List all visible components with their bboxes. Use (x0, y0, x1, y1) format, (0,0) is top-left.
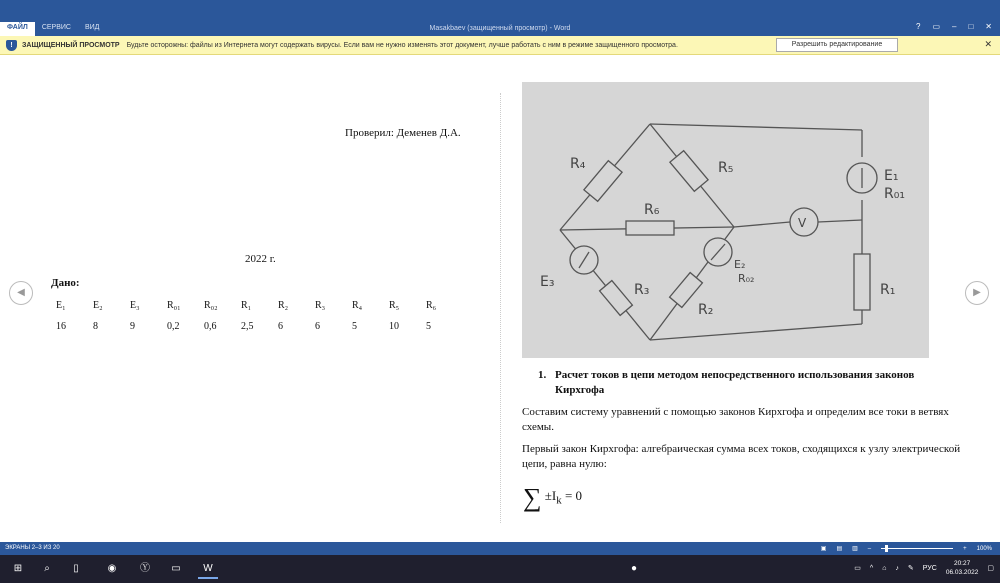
resistor-r5 (670, 151, 708, 192)
clock-date: 06.03.2022 (945, 569, 979, 576)
label-r1: R₁ (880, 282, 896, 298)
print-layout-icon[interactable]: ▤ (836, 546, 843, 552)
param-header: R₅ (389, 300, 400, 311)
status-bar (0, 542, 1000, 555)
ribbon-display-button[interactable]: ▭ (932, 22, 940, 31)
label-r3: R₃ (634, 282, 650, 298)
notifications-icon[interactable]: ▢ (987, 565, 994, 572)
maximize-button[interactable]: □ (968, 22, 974, 31)
param-value: 10 (389, 321, 399, 332)
task-view-icon[interactable]: ▯ (73, 563, 79, 574)
zoom-controls (821, 545, 992, 552)
formula-subscript: k (556, 494, 562, 507)
zoom-out-button[interactable]: – (867, 545, 872, 552)
label-e2: E₂ (734, 258, 746, 271)
section-heading (538, 368, 933, 398)
resistor-r4 (584, 161, 622, 202)
resistor-r6 (626, 221, 674, 235)
volume-icon[interactable]: ♪ (895, 564, 899, 572)
shield-icon: ! (6, 40, 17, 51)
alice-icon[interactable]: ● (630, 563, 638, 574)
heading-number: 1. (538, 369, 547, 381)
wire-bottom (650, 324, 862, 340)
word-icon[interactable]: W (198, 559, 218, 579)
close-icon[interactable]: ✕ (984, 39, 992, 49)
zoom-level[interactable]: 100% (976, 545, 992, 552)
param-header: E₂ (93, 300, 103, 311)
tab-view[interactable]: ВИД (84, 24, 100, 31)
clock-time: 20:27 (953, 560, 971, 567)
heading-text: Расчет токов в цепи методом непосредственного использования законов Кирхгофа (555, 369, 915, 396)
resistor-r1 (854, 254, 870, 310)
param-header: R₆ (426, 300, 437, 311)
tab-file[interactable]: ФАЙЛ (0, 22, 35, 36)
label-r2: R₂ (698, 302, 714, 318)
system-tray (854, 559, 994, 577)
label-r6: R₆ (644, 202, 660, 218)
label-e3: E₃ (540, 274, 555, 290)
year-text: 2022 г. (245, 253, 276, 265)
zoom-slider-knob[interactable] (885, 545, 888, 552)
resistor-r3 (600, 281, 633, 316)
language-indicator[interactable]: РУС (922, 564, 937, 572)
web-layout-icon[interactable]: ▥ (852, 546, 858, 552)
paragraph-1: Составим систему уравнений с помощью законов Кирхгофа и определим все токи в ветвях схемы. (522, 406, 949, 433)
label-voltmeter: V (798, 216, 807, 230)
next-page-button[interactable]: ▶ (965, 281, 989, 305)
sum-symbol: ∑ (523, 483, 542, 512)
param-header: R₃ (315, 300, 326, 311)
close-button[interactable]: ✕ (985, 22, 992, 31)
enable-editing-button[interactable]: Разрешить редактирование (776, 38, 898, 52)
search-icon[interactable]: ⌕ (44, 563, 50, 574)
protected-view-message: Будьте осторожны: файлы из Интернета могут содержать вирусы. Если вам не нужно изменять этот документ, лучше работать с ним в режиме защищенного просмотра. (126, 41, 678, 49)
previous-page-button[interactable]: ◀ (9, 281, 33, 305)
clock[interactable] (946, 559, 979, 577)
file-explorer-icon[interactable]: ▭ (171, 563, 181, 574)
param-value: 16 (56, 321, 66, 332)
formula-rhs: = 0 (564, 488, 583, 503)
param-value: 8 (93, 321, 98, 332)
zoom-slider[interactable] (881, 548, 953, 549)
page-count: ЭКРАНЫ 2–3 ИЗ 20 (5, 545, 60, 551)
taskbar (0, 555, 1000, 583)
tray-apps-icon[interactable]: ▭ (854, 565, 861, 572)
edge-icon[interactable]: ◉ (107, 563, 117, 574)
param-value: 6 (278, 321, 283, 332)
label-e1: E₁ (884, 168, 899, 184)
param-header: R₄ (352, 300, 363, 311)
param-value: 9 (130, 321, 135, 332)
paragraph-2: Первый закон Кирхгофа: алгебраическая сумма всех токов, сходящихся к узлу электрической цепи, равна нулю: (522, 443, 961, 470)
protected-view-label: ЗАЩИЩЕННЫЙ ПРОСМОТР (22, 41, 120, 49)
start-icon[interactable]: ⊞ (13, 563, 23, 574)
label-r4: R₄ (570, 156, 586, 172)
param-header: E₁ (56, 300, 66, 311)
page-divider (500, 93, 501, 523)
checked-by-text: Проверил: Деменев Д.А. (345, 127, 461, 139)
label-r02: R₀₂ (738, 272, 755, 285)
tray-expand-icon[interactable]: ^ (869, 564, 874, 572)
params-header-row (48, 295, 455, 316)
protected-view-bar (0, 36, 1000, 55)
label-r5: R₅ (718, 160, 734, 176)
param-header: R₂ (278, 300, 289, 311)
param-value: 0,2 (167, 321, 180, 332)
window-controls (916, 22, 992, 31)
params-value-row (48, 316, 455, 337)
pen-icon[interactable]: ✎ (907, 565, 914, 572)
network-icon[interactable]: ⌂ (882, 564, 887, 572)
param-header: R₁ (241, 300, 252, 311)
document-view (0, 55, 1000, 542)
help-button[interactable]: ? (915, 22, 921, 31)
wire-voltmeter-right (818, 220, 862, 222)
formula-term: ±I (544, 488, 557, 503)
wire-top (650, 124, 862, 130)
read-mode-icon[interactable]: ▣ (820, 546, 827, 552)
param-header: E₃ (130, 300, 140, 311)
parameters-table (48, 295, 455, 337)
param-value: 5 (426, 321, 431, 332)
param-value: 6 (315, 321, 320, 332)
param-header: R₀₁ (167, 300, 181, 311)
param-header: R₀₂ (204, 300, 218, 311)
param-value: 5 (352, 321, 357, 332)
given-label: Дано: (51, 277, 80, 289)
param-value: 0,6 (204, 321, 217, 332)
formula (523, 483, 582, 513)
ribbon-tabs (0, 22, 106, 36)
yandex-icon[interactable]: Ⓨ (140, 563, 150, 574)
zoom-in-button[interactable]: + (963, 545, 967, 552)
minimize-button[interactable]: – (952, 22, 957, 31)
tab-service[interactable]: СЕРВИС (41, 24, 71, 31)
title-bar (0, 0, 1000, 36)
param-value: 2,5 (241, 321, 254, 332)
circuit-photo (522, 82, 929, 358)
wire-voltmeter-left (734, 222, 790, 227)
label-r01: R₀₁ (884, 186, 905, 202)
circuit-diagram (522, 82, 929, 358)
window-title: Masakbaev (защищенный просмотр) - Word (429, 25, 571, 32)
